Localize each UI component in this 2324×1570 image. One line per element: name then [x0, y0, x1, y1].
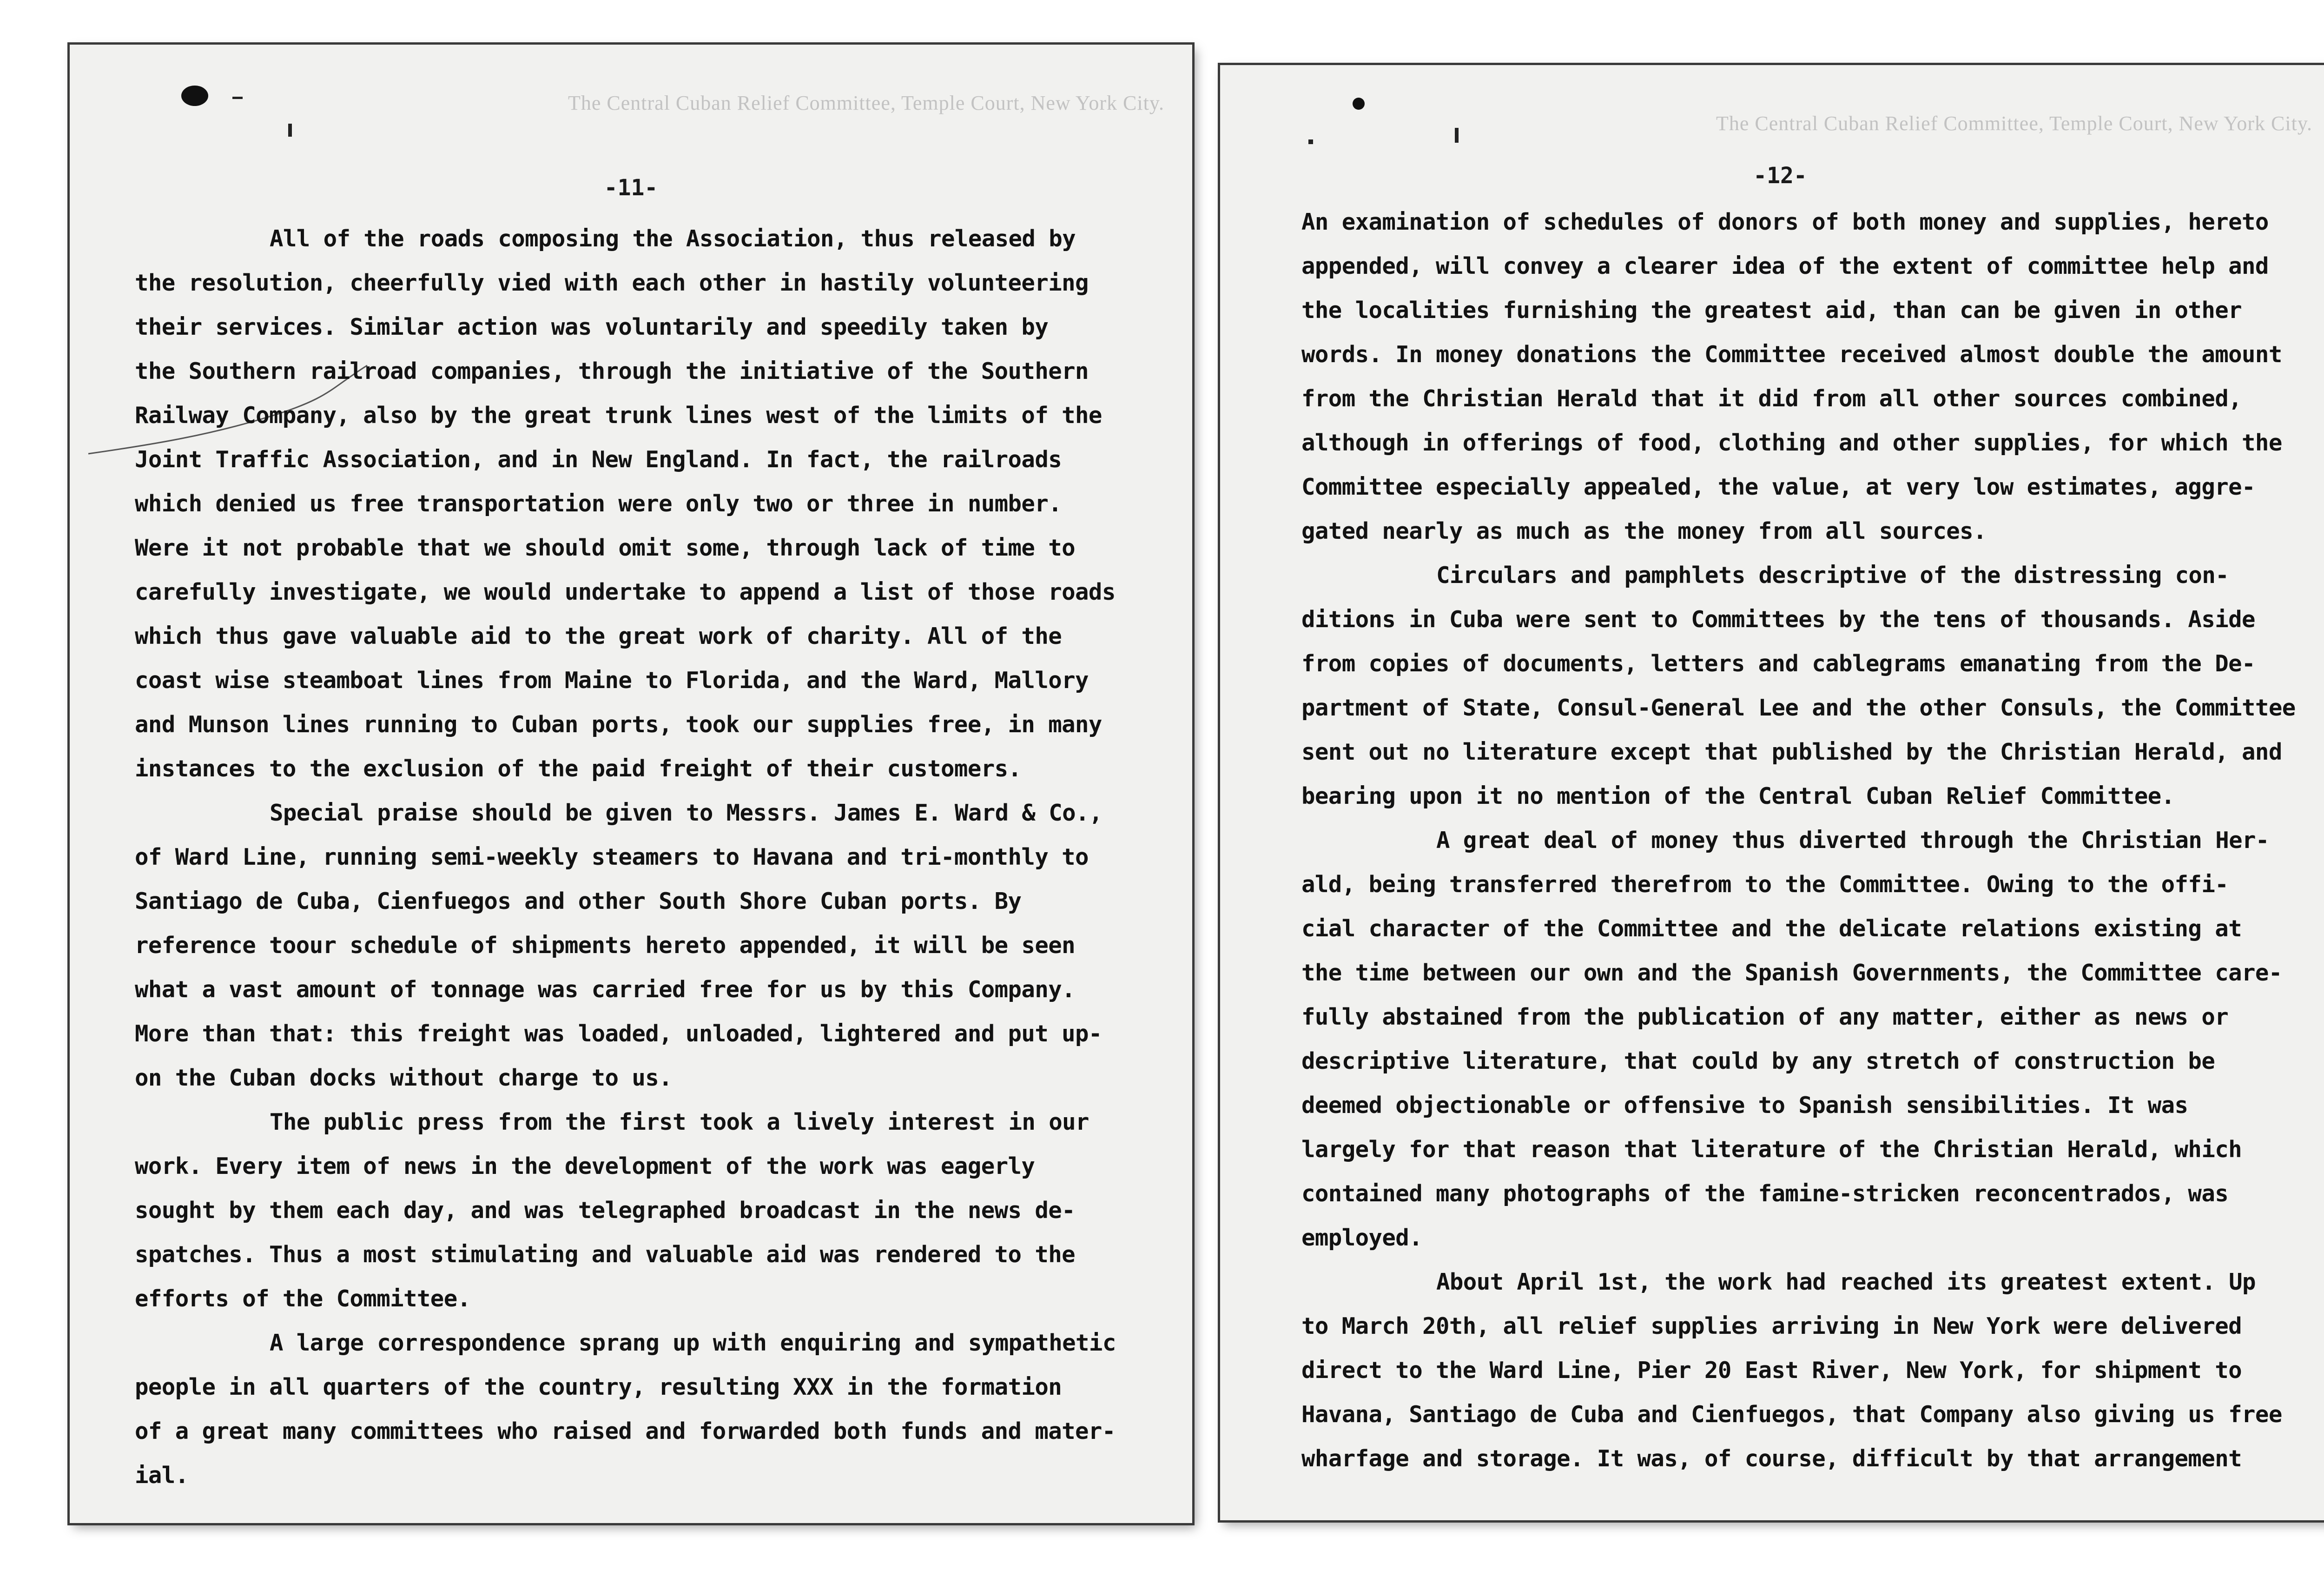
- text-line: ial.: [135, 1462, 189, 1489]
- text-line: An examination of schedules of donors of both money and supplies, hereto: [1301, 209, 2269, 235]
- letterhead: The Central Cuban Relief Committee, Temple Court, New York City.: [1716, 112, 2312, 135]
- text-line: what a vast amount of tonnage was carried free for us by this Company.: [135, 976, 1076, 1003]
- text-line: carefully investigate, we would undertake to append a list of those roads: [135, 579, 1116, 605]
- text-line: sent out no literature except that published by the Christian Herald, and: [1301, 739, 2282, 765]
- text-line: The public press from the first took a lively interest in our: [270, 1109, 1089, 1135]
- text-line: All of the roads composing the Association, thus released by: [270, 225, 1076, 252]
- text-line: words. In money donations the Committee received almost double the amount: [1301, 341, 2282, 368]
- typed-text-body: [135, 217, 1176, 1497]
- text-line: on the Cuban docks without charge to us.: [135, 1065, 673, 1091]
- text-line: from copies of documents, letters and cablegrams emanating from the De-: [1301, 650, 2255, 677]
- ink-tick-mark: [1308, 139, 1313, 144]
- text-line: A great deal of money thus diverted through the Christian Her-: [1436, 827, 2269, 854]
- text-line: instances to the exclusion of the paid freight of their customers.: [135, 755, 1022, 782]
- text-line: the Southern railroad companies, through the initiative of the Southern: [135, 358, 1089, 384]
- left-document-page: [70, 45, 1192, 1523]
- text-line: although in offerings of food, clothing and other supplies, for which the: [1301, 430, 2282, 456]
- text-line: deemed objectionable or offensive to Spanish sensibilities. It was: [1301, 1092, 2188, 1119]
- text-line: of Ward Line, running semi-weekly steamers to Havana and tri-monthly to: [135, 844, 1089, 870]
- text-line: efforts of the Committee.: [135, 1285, 471, 1312]
- text-line: wharfage and storage. It was, of course, difficult by that arrangement: [1301, 1445, 2242, 1472]
- text-line: largely for that reason that literature of the Christian Herald, which: [1301, 1136, 2242, 1163]
- text-line: ditions in Cuba were sent to Committees by the tens of thousands. Aside: [1301, 606, 2255, 633]
- typed-text-body: [1301, 200, 2324, 1481]
- punch-hole-mark: [1353, 98, 1365, 110]
- text-line: the time between our own and the Spanish Governments, the Committee care-: [1301, 960, 2282, 986]
- text-line: employed.: [1301, 1225, 1423, 1251]
- text-line: A large correspondence sprang up with enquiring and sympathetic: [270, 1330, 1116, 1356]
- text-line: from the Christian Herald that it did from all other sources combined,: [1301, 385, 2242, 412]
- text-line: Railway Company, also by the great trunk lines west of the limits of the: [135, 402, 1102, 429]
- text-line: descriptive literature, that could by any stretch of construction be: [1301, 1048, 2215, 1074]
- text-line: contained many photographs of the famine-stricken reconcentrados, was: [1301, 1180, 2229, 1207]
- text-line: to March 20th, all relief supplies arriving in New York were delivered: [1301, 1313, 2242, 1339]
- text-line: About April 1st, the work had reached its greatest extent. Up: [1436, 1269, 2256, 1295]
- text-line: Special praise should be given to Messrs. James E. Ward & Co.,: [270, 800, 1103, 826]
- text-line: sought by them each day, and was telegraphed broadcast in the news de-: [135, 1197, 1076, 1224]
- text-line: Santiago de Cuba, Cienfuegos and other South Shore Cuban ports. By: [135, 888, 1022, 914]
- right-document-page: [1220, 65, 2324, 1520]
- page-number: -12-: [1753, 163, 1807, 189]
- text-line: Circulars and pamphlets descriptive of the distressing con-: [1436, 562, 2229, 589]
- text-line: fully abstained from the publication of any matter, either as news or: [1301, 1004, 2229, 1030]
- text-line: and Munson lines running to Cuban ports, took our supplies free, in many: [135, 711, 1102, 738]
- text-line: Were it not probable that we should omit some, through lack of time to: [135, 535, 1076, 561]
- text-line: which denied us free transportation were only two or three in number.: [135, 490, 1062, 517]
- text-line: direct to the Ward Line, Pier 20 East River, New York, for shipment to: [1301, 1357, 2242, 1384]
- text-line: the localities furnishing the greatest aid, than can be given in other: [1301, 297, 2242, 324]
- text-line: cial character of the Committee and the delicate relations existing at: [1301, 915, 2242, 942]
- page-number: -11-: [604, 175, 658, 201]
- text-line: the resolution, cheerfully vied with each other in hastily volunteering: [135, 270, 1089, 296]
- text-line: work. Every item of news in the development of the work was eagerly: [135, 1153, 1035, 1179]
- text-line: spatches. Thus a most stimulating and valuable aid was rendered to the: [135, 1241, 1076, 1268]
- text-line: coast wise steamboat lines from Maine to Florida, and the Ward, Mallory: [135, 667, 1089, 694]
- text-line: bearing upon it no mention of the Central Cuban Relief Committee.: [1301, 783, 2175, 809]
- text-line: which thus gave valuable aid to the great work of charity. All of the: [135, 623, 1062, 649]
- text-line: Joint Traffic Association, and in New England. In fact, the railroads: [135, 446, 1062, 473]
- ink-tick-mark: [1455, 128, 1459, 143]
- text-line: of a great many committees who raised and forwarded both funds and mater-: [135, 1418, 1116, 1444]
- text-line: people in all quarters of the country, resulting XXX in the formation: [135, 1374, 1062, 1400]
- text-line: More than that: this freight was loaded, unloaded, lightered and put up-: [135, 1020, 1102, 1047]
- text-line: ald, being transferred therefrom to the Committee. Owing to the offi-: [1301, 871, 2229, 898]
- text-line: Havana, Santiago de Cuba and Cienfuegos, that Company also giving us free: [1301, 1401, 2282, 1428]
- text-line: appended, will convey a clearer idea of the extent of committee help and: [1301, 253, 2269, 279]
- text-line: gated nearly as much as the money from all sources.: [1301, 518, 1987, 544]
- text-line: reference toour schedule of shipments hereto appended, it will be seen: [135, 932, 1076, 959]
- letterhead: The Central Cuban Relief Committee, Temple Court, New York City.: [568, 92, 1164, 114]
- text-line: partment of State, Consul-General Lee and the other Consuls, the Committee: [1301, 695, 2296, 721]
- text-line: Committee especially appealed, the value, at very low estimates, aggre-: [1301, 474, 2255, 500]
- text-line: their services. Similar action was voluntarily and speedily taken by: [135, 314, 1049, 340]
